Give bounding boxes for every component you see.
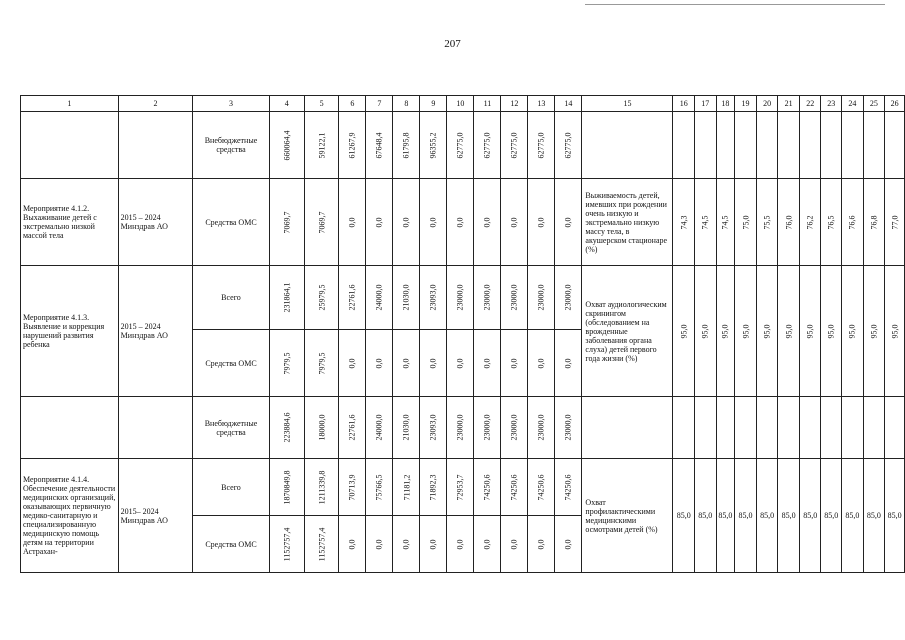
column-header: 10: [447, 96, 474, 112]
value-cell: 23000,0: [501, 397, 528, 459]
column-header: 24: [842, 96, 864, 112]
value-cell: 1152757,4: [269, 516, 304, 573]
value-cell: 71181,2: [393, 459, 420, 516]
target-cell: 76,2: [799, 179, 821, 266]
value-cell: 23000,0: [501, 266, 528, 330]
empty-cell: [885, 112, 905, 179]
source-cell: Средства ОМС: [193, 516, 269, 573]
target-cell: 85,0: [756, 459, 778, 573]
value-cell: 74250,6: [501, 459, 528, 516]
value-cell: 0,0: [393, 330, 420, 397]
value-cell: 72953,7: [447, 459, 474, 516]
column-header: 21: [778, 96, 800, 112]
column-header: 11: [474, 96, 501, 112]
column-header: 7: [366, 96, 393, 112]
source-cell: Средства ОМС: [193, 179, 269, 266]
value-cell: 62775,0: [447, 112, 474, 179]
value-cell: 23000,0: [474, 266, 501, 330]
value-cell: 1152757,4: [304, 516, 339, 573]
value-cell: 0,0: [555, 516, 582, 573]
empty-cell: [673, 112, 695, 179]
value-cell: 0,0: [474, 330, 501, 397]
target-cell: 95,0: [863, 266, 885, 397]
measure-cell: [21, 397, 119, 459]
value-cell: 22761,6: [339, 266, 366, 330]
target-cell: 74,5: [716, 179, 735, 266]
empty-cell: [716, 397, 735, 459]
target-cell: 85,0: [842, 459, 864, 573]
column-header: 15: [582, 96, 673, 112]
value-cell: 0,0: [528, 516, 555, 573]
target-cell: 95,0: [778, 266, 800, 397]
value-cell: 23093,0: [420, 397, 447, 459]
target-cell: 95,0: [716, 266, 735, 397]
value-cell: 62775,0: [555, 112, 582, 179]
value-cell: 0,0: [474, 179, 501, 266]
target-cell: 75,0: [735, 179, 757, 266]
target-cell: 76,6: [842, 179, 864, 266]
empty-cell: [799, 112, 821, 179]
value-cell: 0,0: [555, 330, 582, 397]
empty-cell: [799, 397, 821, 459]
value-cell: 23000,0: [555, 397, 582, 459]
value-cell: 0,0: [366, 179, 393, 266]
value-cell: 0,0: [474, 516, 501, 573]
value-cell: 0,0: [393, 516, 420, 573]
target-cell: 85,0: [799, 459, 821, 573]
indicator-cell: [582, 112, 673, 179]
target-cell: 95,0: [842, 266, 864, 397]
header-row: [21, 96, 905, 112]
value-cell: 0,0: [528, 179, 555, 266]
column-header: 22: [799, 96, 821, 112]
column-header: 12: [501, 96, 528, 112]
value-cell: 0,0: [366, 516, 393, 573]
target-cell: 85,0: [821, 459, 842, 573]
value-cell: 231864,1: [269, 266, 304, 330]
indicator-cell: [582, 397, 673, 459]
column-header: 18: [716, 96, 735, 112]
value-cell: 0,0: [339, 330, 366, 397]
target-cell: 85,0: [885, 459, 905, 573]
target-cell: 85,0: [735, 459, 757, 573]
column-header: 1: [21, 96, 119, 112]
value-cell: 0,0: [501, 330, 528, 397]
value-cell: 24000,0: [366, 266, 393, 330]
indicator-cell: Охват аудиологическим скринингом (обследованием на врожденные заболевания органа слуха) детей первого года жизни (%): [582, 266, 673, 397]
value-cell: 0,0: [447, 179, 474, 266]
target-cell: 74,3: [673, 179, 695, 266]
column-header: 6: [339, 96, 366, 112]
value-cell: 22761,6: [339, 397, 366, 459]
source-cell: Средства ОМС: [193, 330, 269, 397]
value-cell: 23093,0: [420, 266, 447, 330]
value-cell: 1211339,8: [304, 459, 339, 516]
value-cell: 75766,5: [366, 459, 393, 516]
column-header: 16: [673, 96, 695, 112]
value-cell: 0,0: [447, 330, 474, 397]
column-header: 17: [695, 96, 717, 112]
value-cell: 0,0: [528, 330, 555, 397]
empty-cell: [695, 112, 717, 179]
empty-cell: [863, 397, 885, 459]
value-cell: 96355,2: [420, 112, 447, 179]
value-cell: 21030,0: [393, 397, 420, 459]
empty-cell: [716, 112, 735, 179]
top-rule: [585, 4, 885, 5]
column-header: 26: [885, 96, 905, 112]
target-cell: 95,0: [695, 266, 717, 397]
value-cell: 7069,7: [304, 179, 339, 266]
period-cell: 2015 – 2024 Минздрав АО: [118, 179, 193, 266]
period-cell: [118, 397, 193, 459]
empty-cell: [863, 112, 885, 179]
source-cell: Внебюджетные средства: [193, 112, 269, 179]
target-cell: 95,0: [735, 266, 757, 397]
target-cell: 76,0: [778, 179, 800, 266]
value-cell: 7979,5: [269, 330, 304, 397]
target-cell: 85,0: [695, 459, 717, 573]
table-row: [21, 179, 905, 266]
measure-cell: [21, 112, 119, 179]
value-cell: 23000,0: [555, 266, 582, 330]
value-cell: 0,0: [447, 516, 474, 573]
empty-cell: [756, 112, 778, 179]
indicator-cell: Охват профилактическими медицинскими осмотрами детей (%): [582, 459, 673, 573]
column-header: 25: [863, 96, 885, 112]
empty-cell: [821, 112, 842, 179]
measure-cell: Мероприятие 4.1.2. Выхаживание детей с экстремально низкой массой тела: [21, 179, 119, 266]
source-cell: Всего: [193, 266, 269, 330]
table-row: [21, 266, 905, 330]
target-cell: 85,0: [716, 459, 735, 573]
target-cell: 85,0: [673, 459, 695, 573]
value-cell: 67648,4: [366, 112, 393, 179]
column-header: 14: [555, 96, 582, 112]
target-cell: 85,0: [863, 459, 885, 573]
target-cell: 74,5: [695, 179, 717, 266]
column-header: 2: [118, 96, 193, 112]
target-cell: 85,0: [778, 459, 800, 573]
empty-cell: [778, 112, 800, 179]
empty-cell: [885, 397, 905, 459]
source-cell: Всего: [193, 459, 269, 516]
empty-cell: [673, 397, 695, 459]
period-cell: 2015– 2024 Минздрав АО: [118, 459, 193, 573]
empty-cell: [778, 397, 800, 459]
value-cell: 0,0: [393, 179, 420, 266]
measure-cell: Мероприятие 4.1.3. Выявление и коррекция нарушений развития ребенка: [21, 266, 119, 397]
value-cell: 71892,3: [420, 459, 447, 516]
empty-cell: [821, 397, 842, 459]
value-cell: 70713,9: [339, 459, 366, 516]
value-cell: 0,0: [555, 179, 582, 266]
table-row: [21, 397, 905, 459]
column-header: 19: [735, 96, 757, 112]
value-cell: 0,0: [366, 330, 393, 397]
target-cell: 76,8: [863, 179, 885, 266]
column-header: 5: [304, 96, 339, 112]
empty-cell: [756, 397, 778, 459]
value-cell: 74250,6: [474, 459, 501, 516]
target-cell: 95,0: [673, 266, 695, 397]
value-cell: 0,0: [501, 516, 528, 573]
value-cell: 0,0: [339, 179, 366, 266]
value-cell: 59122,1: [304, 112, 339, 179]
target-cell: 95,0: [885, 266, 905, 397]
value-cell: 24000,0: [366, 397, 393, 459]
value-cell: 0,0: [501, 179, 528, 266]
source-cell: Внебюджетные средства: [193, 397, 269, 459]
target-cell: 95,0: [756, 266, 778, 397]
column-header: 4: [269, 96, 304, 112]
column-header: 13: [528, 96, 555, 112]
value-cell: 61795,8: [393, 112, 420, 179]
period-cell: [118, 112, 193, 179]
value-cell: 23000,0: [474, 397, 501, 459]
value-cell: 25979,5: [304, 266, 339, 330]
column-header: 3: [193, 96, 269, 112]
column-header: 8: [393, 96, 420, 112]
table-row: [21, 112, 905, 179]
empty-cell: [735, 112, 757, 179]
value-cell: 0,0: [420, 179, 447, 266]
value-cell: 18000,0: [304, 397, 339, 459]
target-cell: 77,0: [885, 179, 905, 266]
target-cell: 76,5: [821, 179, 842, 266]
value-cell: 62775,0: [528, 112, 555, 179]
value-cell: 62775,0: [501, 112, 528, 179]
value-cell: 7069,7: [269, 179, 304, 266]
value-cell: 74250,6: [528, 459, 555, 516]
target-cell: 95,0: [799, 266, 821, 397]
value-cell: 7979,5: [304, 330, 339, 397]
value-cell: 23000,0: [528, 266, 555, 330]
program-table: [20, 95, 905, 573]
target-cell: 95,0: [821, 266, 842, 397]
indicator-cell: Выживаемость детей, имевших при рождении очень низкую и экстремально низкую массу тела, в акушерском стационаре (%): [582, 179, 673, 266]
period-cell: 2015 – 2024 Минздрав АО: [118, 266, 193, 397]
table-row: [21, 459, 905, 516]
column-header: 20: [756, 96, 778, 112]
value-cell: 23000,0: [528, 397, 555, 459]
value-cell: 61267,9: [339, 112, 366, 179]
page-number: 207: [444, 38, 461, 50]
value-cell: 21030,0: [393, 266, 420, 330]
value-cell: 0,0: [420, 330, 447, 397]
value-cell: 23000,0: [447, 266, 474, 330]
value-cell: 0,0: [339, 516, 366, 573]
empty-cell: [735, 397, 757, 459]
value-cell: 62775,0: [474, 112, 501, 179]
value-cell: 660064,4: [269, 112, 304, 179]
empty-cell: [695, 397, 717, 459]
column-header: 9: [420, 96, 447, 112]
column-header: 23: [821, 96, 842, 112]
value-cell: 1870849,8: [269, 459, 304, 516]
empty-cell: [842, 397, 864, 459]
target-cell: 75,5: [756, 179, 778, 266]
value-cell: 23000,0: [447, 397, 474, 459]
measure-cell: Мероприятие 4.1.4. Обеспечение деятельности медицинских организаций, оказывающих первичную медико-санитарную и специализированную медицинскую помощь детям на территории Астрахан-: [21, 459, 119, 573]
empty-cell: [842, 112, 864, 179]
value-cell: 74250,6: [555, 459, 582, 516]
value-cell: 0,0: [420, 516, 447, 573]
value-cell: 223884,6: [269, 397, 304, 459]
